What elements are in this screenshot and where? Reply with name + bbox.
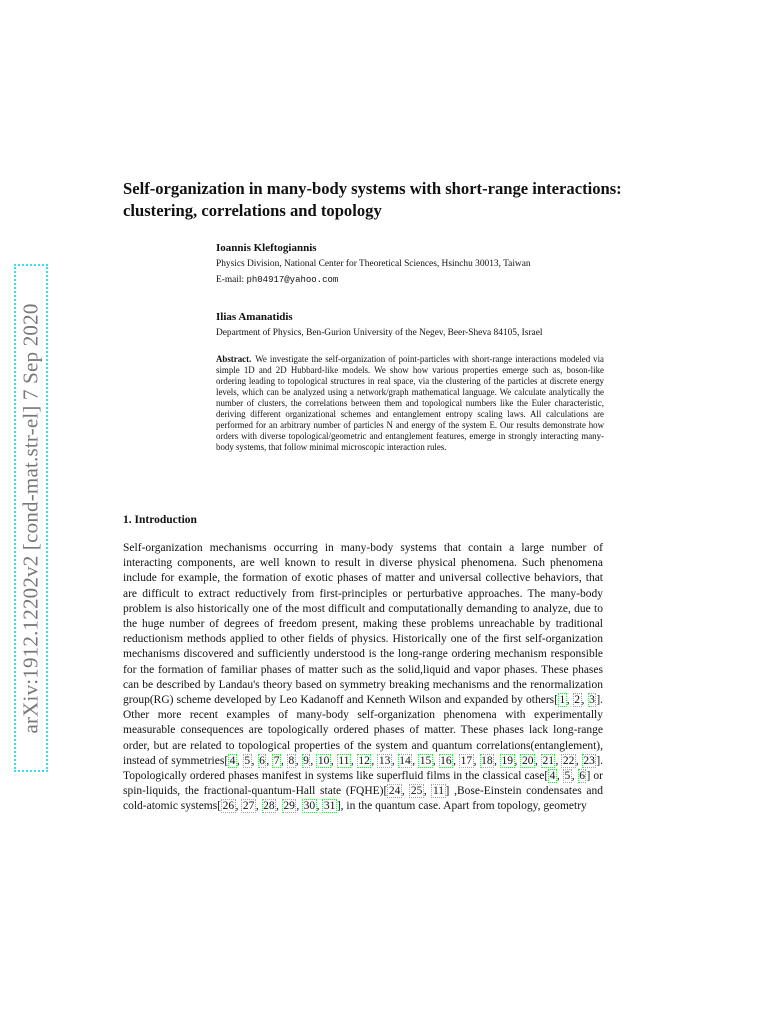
citation-link[interactable]: 12 xyxy=(358,754,370,767)
author-block-1 xyxy=(216,241,616,287)
citation-link[interactable]: 10 xyxy=(317,754,330,767)
paragraph-text: ]. Topologically ordered phases manifest in systems like superfluid films in the classical case[ xyxy=(123,754,604,783)
arxiv-identifier-stamp xyxy=(14,264,48,772)
citation-link[interactable]: 5 xyxy=(564,770,571,783)
abstract xyxy=(216,354,604,453)
author-block-2 xyxy=(216,310,616,340)
citation-link[interactable]: 11 xyxy=(338,754,350,767)
citation-link[interactable]: 6 xyxy=(259,754,265,767)
paper-title: Self-organization in many-body systems with short-range interactions: clustering, correlations and topology xyxy=(123,179,622,220)
arxiv-identifier-text: arXiv:1912.12202v2 [cond-mat.str-el] 7 Sep 2020 xyxy=(18,302,43,734)
citation-link[interactable]: 19 xyxy=(501,754,514,767)
author-email xyxy=(216,274,616,287)
citation-link[interactable]: 4 xyxy=(229,754,236,767)
citation-group: 4 , 5 , 6 xyxy=(549,770,585,783)
citation-group: 26 , 27 , 28 , 29 , 30 , 31 xyxy=(222,800,336,813)
citation-link[interactable]: 4 xyxy=(549,770,556,783)
citation-link[interactable]: 1 xyxy=(559,694,566,707)
citation-link[interactable]: 6 xyxy=(579,770,585,783)
author-affiliation: Department of Physics, Ben-Gurion University of the Negev, Beer-Sheva 84105, Israel xyxy=(216,328,543,338)
citation-link[interactable]: 15 xyxy=(419,754,432,767)
citation-link[interactable]: 27 xyxy=(242,800,255,813)
citation-link[interactable]: 13 xyxy=(378,754,391,767)
citation-link[interactable]: 21 xyxy=(542,754,554,767)
citation-link[interactable]: 17 xyxy=(460,754,473,767)
abstract-text: We investigate the self-organization of point-particles with short-range interactions modeled via simple 1D and 2D Hubbard-like models. We show how various properties emerge such as, boson-like ordering leading to topological structures in real space, via the clustering of the particles at discrete energy levels, which can be analyzed using a network/graph mathematical language. We calculate analytically the number of clusters, the correlations between them and topological numbers like the Euler characteristic, deriving different organizational schemes and entanglement entropy scaling laws. All calculations are performed for an arbitrary number of particles N and energy of the system E. Our results demonstrate how orders with diverse topological/geometric and entanglement features, emerge in strongly interacting many-body systems, that follow minimal microscopic interaction rules. xyxy=(216,354,604,453)
citation-link[interactable]: 25 xyxy=(410,785,423,798)
citation-link[interactable]: 14 xyxy=(399,754,411,767)
citation-link[interactable]: 2 xyxy=(574,694,581,707)
citation-group: 4 , 5 , 6 , 7 , 8 , 9 , 10 , 11 , 12 , 13 , 14 , 15 , 16 , 17 , 18 , 19 , 20 , 21 , 22 , 23 xyxy=(229,754,595,767)
author-name: Ilias Amanatidis xyxy=(216,311,293,323)
citation-link[interactable]: 31 xyxy=(323,800,336,813)
citation-link[interactable]: 8 xyxy=(288,754,295,767)
citation-link[interactable]: 18 xyxy=(481,754,493,767)
citation-link[interactable]: 23 xyxy=(583,754,595,767)
paragraph-text: ] or spin-liquids, the fractional-quantum-Hall state (FQHE)[ xyxy=(123,770,603,798)
citation-link[interactable]: 22 xyxy=(562,754,575,767)
paragraph-text: Self-organization mechanisms occurring in many-body systems that contain a large number of interacting components, are well known to result in diverse physical phenomena. Such phenomena include for example, the formation of exotic phases of matter and universal collective behaviors, that are difficult to extract reductively from first-principles or perturbative approaches. The many-body problem is also historically one of the most difficult and computationally demanding to analyze, due to the huge number of degrees of freedom present, making these problems unreachable by traditional reductionism methods applied to other fields of physics. Historically one of the first self-organization mechanisms discovered and sufficiently understood is the long-range ordering mechanism responsible for the formation of familiar phases of matter such as the solid,liquid and vapor phases. These phases can be described by Landau's theory based on symmetry breaking mechanisms and the renormalization group(RG) scheme developed by Leo Kadanoff and Kenneth Wilson and expanded by others[ xyxy=(123,542,603,707)
paragraph-text: ]. Other more recent examples of many-body self-organization phenomena with experimentally measurable consequences are topologically ordered phases of matter. These phases lack long-range order, but are related to topological properties of the system and quantum correlations(entanglement), instead of symmetries[ xyxy=(123,694,604,767)
citation-link[interactable]: 11 xyxy=(432,785,445,798)
introduction-paragraph xyxy=(123,541,603,815)
section-heading: 1. Introduction xyxy=(123,514,197,526)
citation-link[interactable]: 30 xyxy=(303,800,316,813)
paragraph-text: ] ,Bose-Einstein condensates and cold-atomic systems[ xyxy=(123,785,603,813)
citation-link[interactable]: 29 xyxy=(283,800,295,813)
paragraph-text: ], in the quantum case. Apart from topology, geometry xyxy=(336,800,587,813)
citation-link[interactable]: 16 xyxy=(440,754,452,767)
author-name: Ioannis Kleftogiannis xyxy=(216,242,317,254)
email-address[interactable]: ph04917@yahoo.com xyxy=(246,275,339,285)
citation-link[interactable]: 5 xyxy=(244,754,251,767)
citation-link[interactable]: 7 xyxy=(273,754,280,767)
author-affiliation: Physics Division, National Center for Theoretical Sciences, Hsinchu 30013, Taiwan xyxy=(216,259,531,269)
citation-link[interactable]: 3 xyxy=(589,694,595,707)
citation-link[interactable]: 20 xyxy=(521,754,534,767)
citation-group: 24 , 25 , 11 xyxy=(388,785,445,798)
citation-link[interactable]: 9 xyxy=(303,754,309,767)
citation-link[interactable]: 28 xyxy=(263,800,275,813)
citation-link[interactable]: 24 xyxy=(388,785,401,798)
citation-group: 1 , 2 , 3 xyxy=(559,694,595,707)
citation-link[interactable]: 26 xyxy=(222,800,235,813)
email-label: E-mail: xyxy=(216,275,245,285)
abstract-label: Abstract. xyxy=(216,354,252,364)
